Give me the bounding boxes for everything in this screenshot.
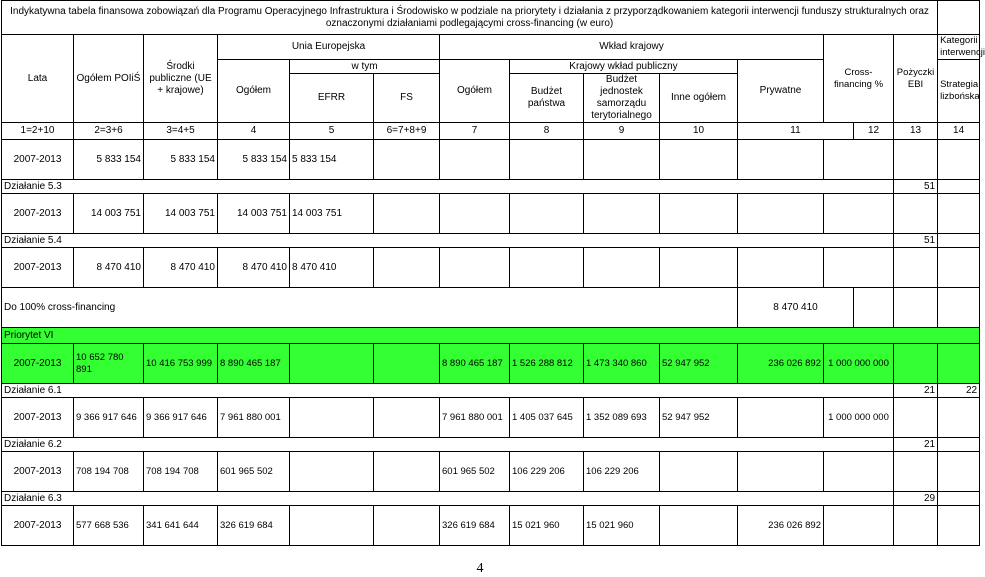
col-number: 14 (938, 123, 980, 140)
header-kategorii-interwencji: Kategorii interwencji (938, 35, 980, 60)
value-cell: 326 619 684 (440, 506, 510, 546)
value-cell: 15 021 960 (510, 506, 584, 546)
col-number: 3=4+5 (144, 123, 218, 140)
header-ogolem-poiis: Ogółem POIiŚ (74, 35, 144, 123)
header-prywatne: Prywatne (738, 60, 824, 123)
other-category: 22 (938, 384, 980, 398)
section-label-row (2, 384, 980, 398)
value-cell: 14 003 751 (144, 194, 218, 234)
year-cell: 2007-2013 (2, 344, 74, 384)
value-cell: 1 000 000 000 (824, 398, 894, 438)
value-cell: 9 366 917 646 (144, 398, 218, 438)
lis-category: 29 (894, 492, 938, 506)
col-number: 2=3+6 (74, 123, 144, 140)
year-cell: 2007-2013 (2, 248, 74, 288)
section-label: Działanie 6.3 (2, 492, 894, 506)
header-cross-financing: Cross-financing % (824, 35, 894, 123)
value-cell: 1 000 000 000 (824, 344, 894, 384)
value-cell: 1 352 089 693 (584, 398, 660, 438)
section-label: Działanie 5.3 (2, 180, 894, 194)
value-cell: 5 833 154 (218, 140, 290, 180)
column-numbers-row (2, 123, 980, 140)
col-number: 8 (510, 123, 584, 140)
value-cell: 1 473 340 860 (584, 344, 660, 384)
col-number: 6=7+8+9 (374, 123, 440, 140)
table-title: Indykatywna tabela finansowa zobowiązań dla Programu Operacyjnego Infrastruktura i Środowisko w podziale na priorytety i działania z przyporządkowaniem kategorii interwencji funduszy strukturalnych oraz oznaczonymi działaniami podlegającymi cross-financing (w euro) (2, 1, 938, 35)
financial-table (1, 0, 985, 546)
section-label-row (2, 180, 980, 194)
value-cell: 236 026 892 (738, 344, 824, 384)
section-label: Działanie 5.4 (2, 234, 894, 248)
value-cell: 10 652 780 891 (74, 344, 144, 384)
value-cell: 8 890 465 187 (440, 344, 510, 384)
col-number: 12 (854, 123, 894, 140)
value-cell: 106 229 206 (510, 452, 584, 492)
header-lata: Lata (2, 35, 74, 123)
section-label-row (2, 492, 980, 506)
col-number: 7 (440, 123, 510, 140)
header-krajowy-wklad-publiczny: Krajowy wkład publiczny (510, 60, 738, 74)
value-cell: 52 947 952 (660, 344, 738, 384)
year-cell: 2007-2013 (2, 452, 74, 492)
header-budzet-panstwa: Budżet państwa (510, 74, 584, 123)
value-cell: 7 961 880 001 (218, 398, 290, 438)
page-number: 4 (476, 561, 484, 576)
value-cell: 5 833 154 (144, 140, 218, 180)
table-row (2, 344, 980, 384)
lis-category: 21 (894, 384, 938, 398)
header-unia-europejska: Unia Europejska (218, 35, 440, 60)
table-row (2, 452, 980, 492)
col-number: 5 (290, 123, 374, 140)
value-cell: 8 470 410 (290, 248, 374, 288)
value-cell: 8 470 410 (74, 248, 144, 288)
table-row (2, 506, 980, 546)
col-number: 13 (894, 123, 938, 140)
value-cell: 8 890 465 187 (218, 344, 290, 384)
header-efrr: EFRR (290, 74, 374, 123)
value-cell: 708 194 708 (74, 452, 144, 492)
header-wklad-krajowy: Wkład krajowy (440, 35, 824, 60)
col-number: 10 (660, 123, 738, 140)
value-cell: 14 003 751 (74, 194, 144, 234)
section-label-row (2, 438, 980, 452)
year-cell: 2007-2013 (2, 194, 74, 234)
value-cell: 106 229 206 (584, 452, 660, 492)
header-srodki-publiczne: Środki publiczne (UE + krajowe) (144, 35, 218, 123)
value-cell: 341 641 644 (144, 506, 218, 546)
value-cell: 7 961 880 001 (440, 398, 510, 438)
header-w-tym: w tym (290, 60, 440, 74)
lis-category: 51 (894, 234, 938, 248)
value-cell: 577 668 536 (74, 506, 144, 546)
col-number: 1=2+10 (2, 123, 74, 140)
priority-label-row (2, 328, 980, 344)
value-cell: 14 003 751 (218, 194, 290, 234)
value-cell: 8 470 410 (218, 248, 290, 288)
priority-label: Priorytet VI (2, 328, 980, 344)
value-cell: 601 965 502 (440, 452, 510, 492)
value-cell: 10 416 753 999 (144, 344, 218, 384)
value-cell: 708 194 708 (144, 452, 218, 492)
value-cell: 8 470 410 (144, 248, 218, 288)
table-row (2, 248, 980, 288)
cross-financing-value: 8 470 410 (738, 288, 854, 328)
header-strategia-lizbonska: Strategia lizbońska (938, 60, 980, 123)
value-cell: 1 405 037 645 (510, 398, 584, 438)
cross-financing-row (2, 288, 980, 328)
year-cell: 2007-2013 (2, 140, 74, 180)
value-cell: 236 026 892 (738, 506, 824, 546)
value-cell: 5 833 154 (74, 140, 144, 180)
value-cell: 5 833 154 (290, 140, 374, 180)
value-cell: 1 526 288 812 (510, 344, 584, 384)
lis-category: 21 (894, 438, 938, 452)
col-number: 11 (738, 123, 854, 140)
lis-category: 51 (894, 180, 938, 194)
year-cell: 2007-2013 (2, 506, 74, 546)
section-label: Działanie 6.1 (2, 384, 894, 398)
header-wk-ogolem: Ogółem (440, 60, 510, 123)
header-fs: FS (374, 74, 440, 123)
header-inne-ogolem: Inne ogółem (660, 74, 738, 123)
title-empty-cell (938, 1, 980, 35)
header-ue-ogolem: Ogółem (218, 60, 290, 123)
value-cell: 52 947 952 (660, 398, 738, 438)
value-cell: 14 003 751 (290, 194, 374, 234)
table-row (2, 194, 980, 234)
header-budzet-jst: Budżet jednostek samorządu terytorialnego (584, 74, 660, 123)
table-row (2, 140, 980, 180)
section-label: Do 100% cross-financing (2, 288, 738, 328)
section-label-row (2, 234, 980, 248)
value-cell: 326 619 684 (218, 506, 290, 546)
value-cell: 15 021 960 (584, 506, 660, 546)
section-label: Działanie 6.2 (2, 438, 894, 452)
value-cell: 9 366 917 646 (74, 398, 144, 438)
col-number: 9 (584, 123, 660, 140)
year-cell: 2007-2013 (2, 398, 74, 438)
value-cell: 601 965 502 (218, 452, 290, 492)
table-row (2, 398, 980, 438)
header-pozyczki-ebi: Pożyczki EBI (894, 35, 938, 123)
col-number: 4 (218, 123, 290, 140)
